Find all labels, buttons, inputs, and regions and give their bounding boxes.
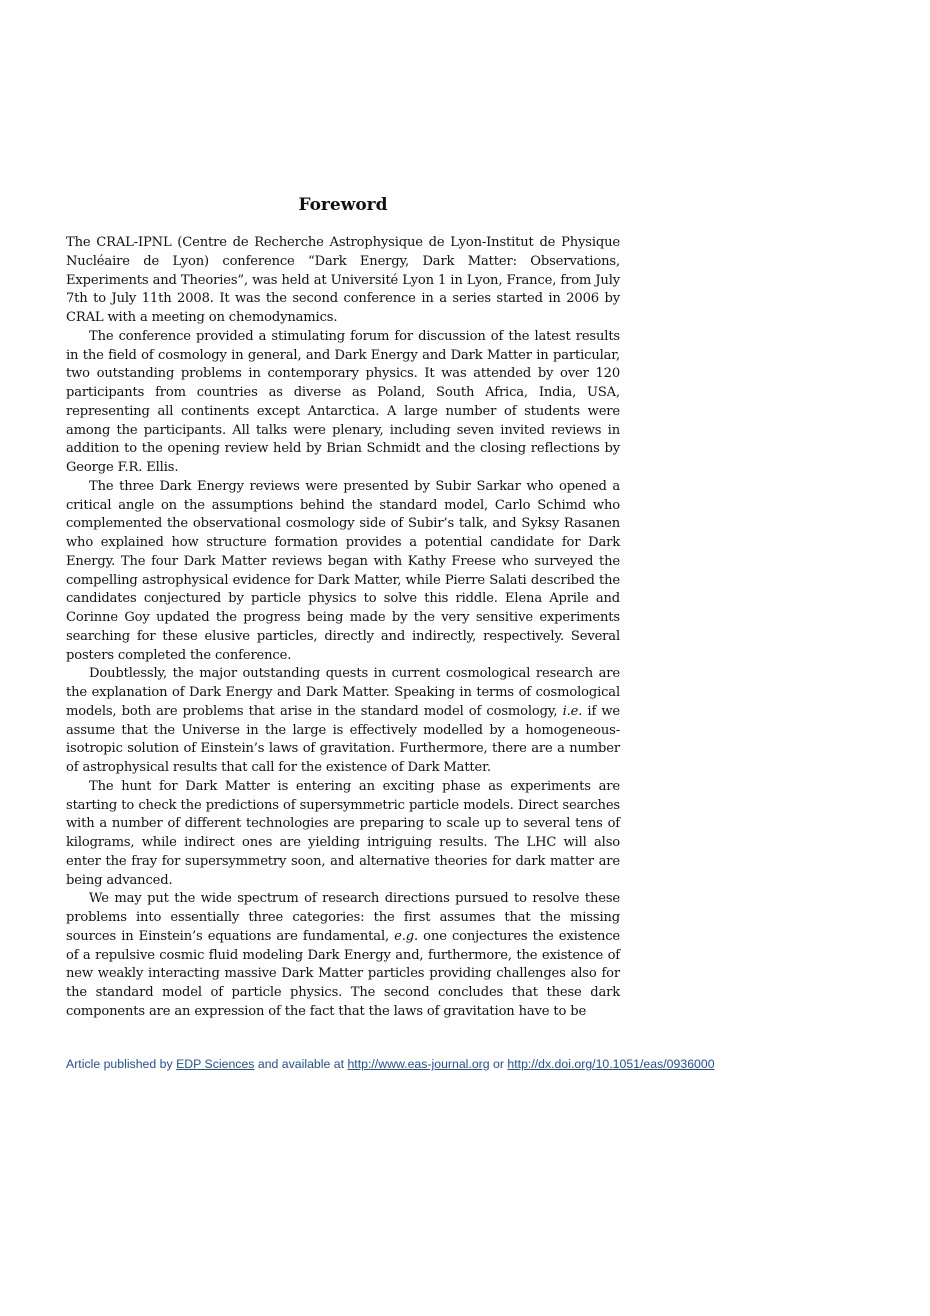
footer-prefix: Article published by	[66, 1057, 173, 1071]
paragraph-1: The CRAL-IPNL (Centre de Recherche Astrophysique de Lyon-Institut de Physique Nucléaire de Lyon) conference “Dark Energy, Dark Matter: Observations, Experiments and Theories”, was held at Université Lyon 1 in Lyon, France, from July 7th to July 11th 2008. It was the second conference in a series started in 2006 by CRAL with a meeting on chemodynamics.	[66, 235, 620, 325]
journal-link[interactable]: http://www.eas-journal.org	[347, 1057, 490, 1071]
paragraph-4-rest: if we assume that the Universe in the large is effectively modelled by a homogeneous-isotropic solution of Einstein’s laws of gravitation. Furthermore, there are a number of astrophysical results that call for the existence of Dark Matter.	[66, 703, 620, 775]
paragraph-6-eg: e.g.	[394, 928, 419, 944]
paragraph-5: The hunt for Dark Matter is entering an exciting phase as experiments are starting to check the predictions of supersymmetric particle models. Direct searches with a number of different technologies are preparing to scale up to several tens of kilograms, while indirect ones are yielding intriguing results. The LHC will also enter the fray for supersymmetry soon, and alternative theories for dark matter are being advanced.	[66, 778, 620, 888]
paragraph-6	[66, 890, 620, 1021]
page-title: Foreword	[298, 195, 388, 215]
body-text	[66, 234, 620, 1022]
paragraph-4-ie: i.e.	[562, 703, 583, 719]
paragraph-6-start: We may put the wide spectrum of research directions pursued to resolve these problems into essentially three categories: the first assumes that the missing sources in Einstein’s equations are fundamental,	[66, 891, 620, 944]
publication-footer	[66, 1056, 846, 1072]
paragraph-4-start: Doubtlessly, the major outstanding quests in current cosmological research are the explanation of Dark Energy and Dark Matter. Speaking in terms of cosmological models, both are problems that arise in the standard model of cosmology,	[66, 666, 620, 719]
edp-sciences-link[interactable]: EDP Sciences	[176, 1057, 255, 1071]
paragraph-4	[66, 665, 620, 778]
paragraph-6-rest: one conjectures the existence of a repulsive cosmic fluid modeling Dark Energy and, furthermore, the existence of new weakly interacting massive Dark Matter particles providing challenges also for the standard model of particle physics. The second concludes that these dark components are an expression of the fact that the laws of gravitation have to be	[66, 928, 621, 1019]
paragraph-2: The conference provided a stimulating forum for discussion of the latest results in the field of cosmology in general, and Dark Energy and Dark Matter in particular, two outstanding problems in contemporary physics. It was attended by over 120 participants from countries as diverse as Poland, South Africa, India, USA, representing all continents except Antarctica. A large number of students were among the participants. All talks were plenary, including seven invited reviews in addition to the opening review held by Brian Schmidt and the closing reflections by George F.R. Ellis.	[66, 328, 620, 475]
footer-or: or	[493, 1057, 504, 1071]
paragraph-3: The three Dark Energy reviews were presented by Subir Sarkar who opened a critical angle on the assumptions behind the standard model, Carlo Schimd who complemented the observational cosmology side of Subir’s talk, and Syksy Rasanen who explained how structure formation provides a potential candidate for Dark Energy. The four Dark Matter reviews began with Kathy Freese who surveyed the compelling astrophysical evidence for Dark Matter, while Pierre Salati described the candidates conjectured by particle physics to solve this riddle. Elena Aprile and Corinne Goy updated the progress being made by the very sensitive experiments searching for these elusive particles, directly and indirectly, respectively. Several posters completed the conference.	[66, 478, 620, 663]
footer-middle: and available at	[257, 1057, 345, 1071]
doi-link[interactable]: http://dx.doi.org/10.1051/eas/0936000	[507, 1057, 715, 1071]
